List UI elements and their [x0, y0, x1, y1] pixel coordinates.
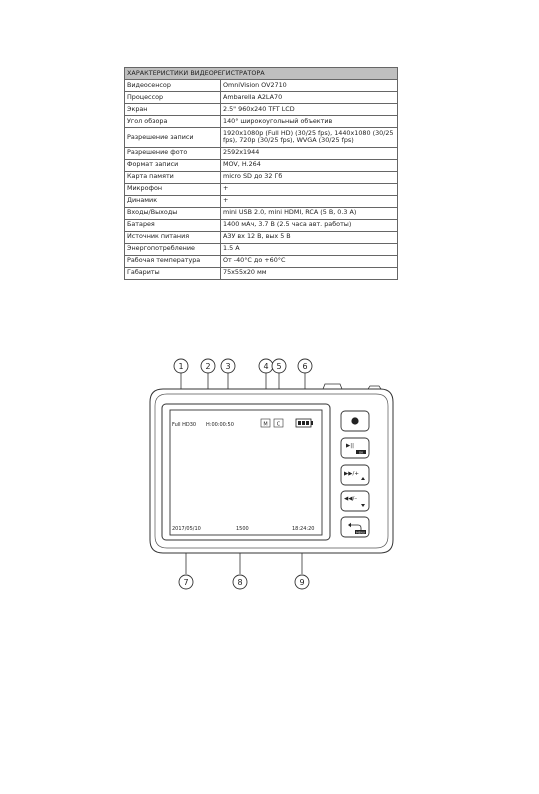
spec-value: Ambarella A2LA70 [221, 92, 398, 104]
play-pause-icon: ▶|| [346, 443, 354, 449]
callout-number: 1 [178, 362, 184, 371]
table-title: ХАРАКТЕРИСТИКИ ВИДЕОРЕГИСТРАТОРА [125, 68, 398, 80]
recording-timer: H:00:00:50 [206, 422, 234, 428]
table-row [125, 92, 398, 104]
menu-label: MENU [356, 530, 365, 535]
spec-label: Процессор [125, 92, 221, 104]
spec-value: micro SD до 32 Гб [221, 171, 398, 183]
spec-label: Разрешение фото [125, 147, 221, 159]
specifications-table [124, 67, 398, 280]
table-row [125, 219, 398, 231]
spec-label: Угол обзора [125, 116, 221, 128]
table-row [125, 171, 398, 183]
callout-number: 8 [237, 578, 243, 587]
spec-label: Энергопотребление [125, 243, 221, 255]
table-row [125, 183, 398, 195]
spec-value: MOV, H.264 [221, 159, 398, 171]
table-row [125, 267, 398, 279]
rewind-button[interactable] [341, 491, 369, 511]
spec-value: OmniVision OV2710 [221, 80, 398, 92]
spec-value: 1920x1080p (Full HD) (30/25 fps), 1440x1080 (30/25 fps), 720p (30/25 fps), WVGA (30/25 fps) [221, 128, 398, 148]
table-row [125, 243, 398, 255]
callout-number: 3 [225, 362, 231, 371]
spec-label: Микрофон [125, 183, 221, 195]
spec-value: mini USB 2.0, mini HDMI, RCA (5 B, 0.3 A) [221, 207, 398, 219]
battery-icon [296, 419, 313, 427]
spec-value: 140° широкоугольный объектив [221, 116, 398, 128]
rewind-minus-icon: ◀◀/– [344, 496, 358, 502]
spec-value: 1400 мАч, 3.7 В (2.5 часа авт. работы) [221, 219, 398, 231]
spec-value: + [221, 195, 398, 207]
resolution-indicator: Full HD30 [172, 422, 197, 428]
table-row [125, 104, 398, 116]
table-row [125, 159, 398, 171]
callout-number: 4 [263, 362, 269, 371]
spec-label: Батарея [125, 219, 221, 231]
callout-number: 5 [276, 362, 282, 371]
record-icon [351, 417, 358, 424]
callout-number: 2 [205, 362, 211, 371]
record-button[interactable] [341, 411, 369, 431]
spec-label: Рабочая температура [125, 255, 221, 267]
spec-label: Разрешение записи [125, 128, 221, 148]
screen-display [170, 410, 322, 535]
fast-forward-button[interactable] [341, 465, 369, 485]
table-row [125, 116, 398, 128]
spec-label: Карта памяти [125, 171, 221, 183]
device-diagram [140, 355, 400, 595]
callout-number: 7 [183, 578, 189, 587]
mode-m-indicator: M [263, 421, 268, 428]
menu-return-button[interactable] [341, 517, 369, 537]
spec-label: Входы/Выходы [125, 207, 221, 219]
spec-label: Габариты [125, 267, 221, 279]
spec-value: 1.5 А [221, 243, 398, 255]
spec-label: Формат записи [125, 159, 221, 171]
play-pause-button[interactable] [341, 438, 369, 458]
spec-value: 2.5" 960x240 TFT LCD [221, 104, 398, 116]
spec-value: + [221, 183, 398, 195]
table-row [125, 80, 398, 92]
spec-label: Источник питания [125, 231, 221, 243]
table-row [125, 231, 398, 243]
spec-label: Экран [125, 104, 221, 116]
table-row [125, 255, 398, 267]
table-row [125, 195, 398, 207]
callout-number: 9 [299, 578, 305, 587]
iso-indicator: 1500 [236, 526, 249, 532]
table-row [125, 147, 398, 159]
clock-indicator: 18:24:20 [292, 526, 315, 532]
spec-value: АЗУ вх 12 В, вых 5 В [221, 231, 398, 243]
table-header-row [125, 68, 398, 80]
spec-value: 75x55x20 мм [221, 267, 398, 279]
table-row [125, 128, 398, 148]
mode-c-indicator: C [276, 421, 281, 428]
date-indicator: 2017/05/10 [172, 526, 201, 532]
spec-label: Видеосенсор [125, 80, 221, 92]
ok-label: OK [358, 450, 364, 455]
spec-value: 2592x1944 [221, 147, 398, 159]
callout-number: 6 [302, 362, 308, 371]
fast-forward-plus-icon: ▶▶/+ [344, 471, 359, 477]
spec-label: Динамик [125, 195, 221, 207]
table-row [125, 207, 398, 219]
spec-value: От -40°С до +60°С [221, 255, 398, 267]
device-illustration [140, 355, 400, 595]
